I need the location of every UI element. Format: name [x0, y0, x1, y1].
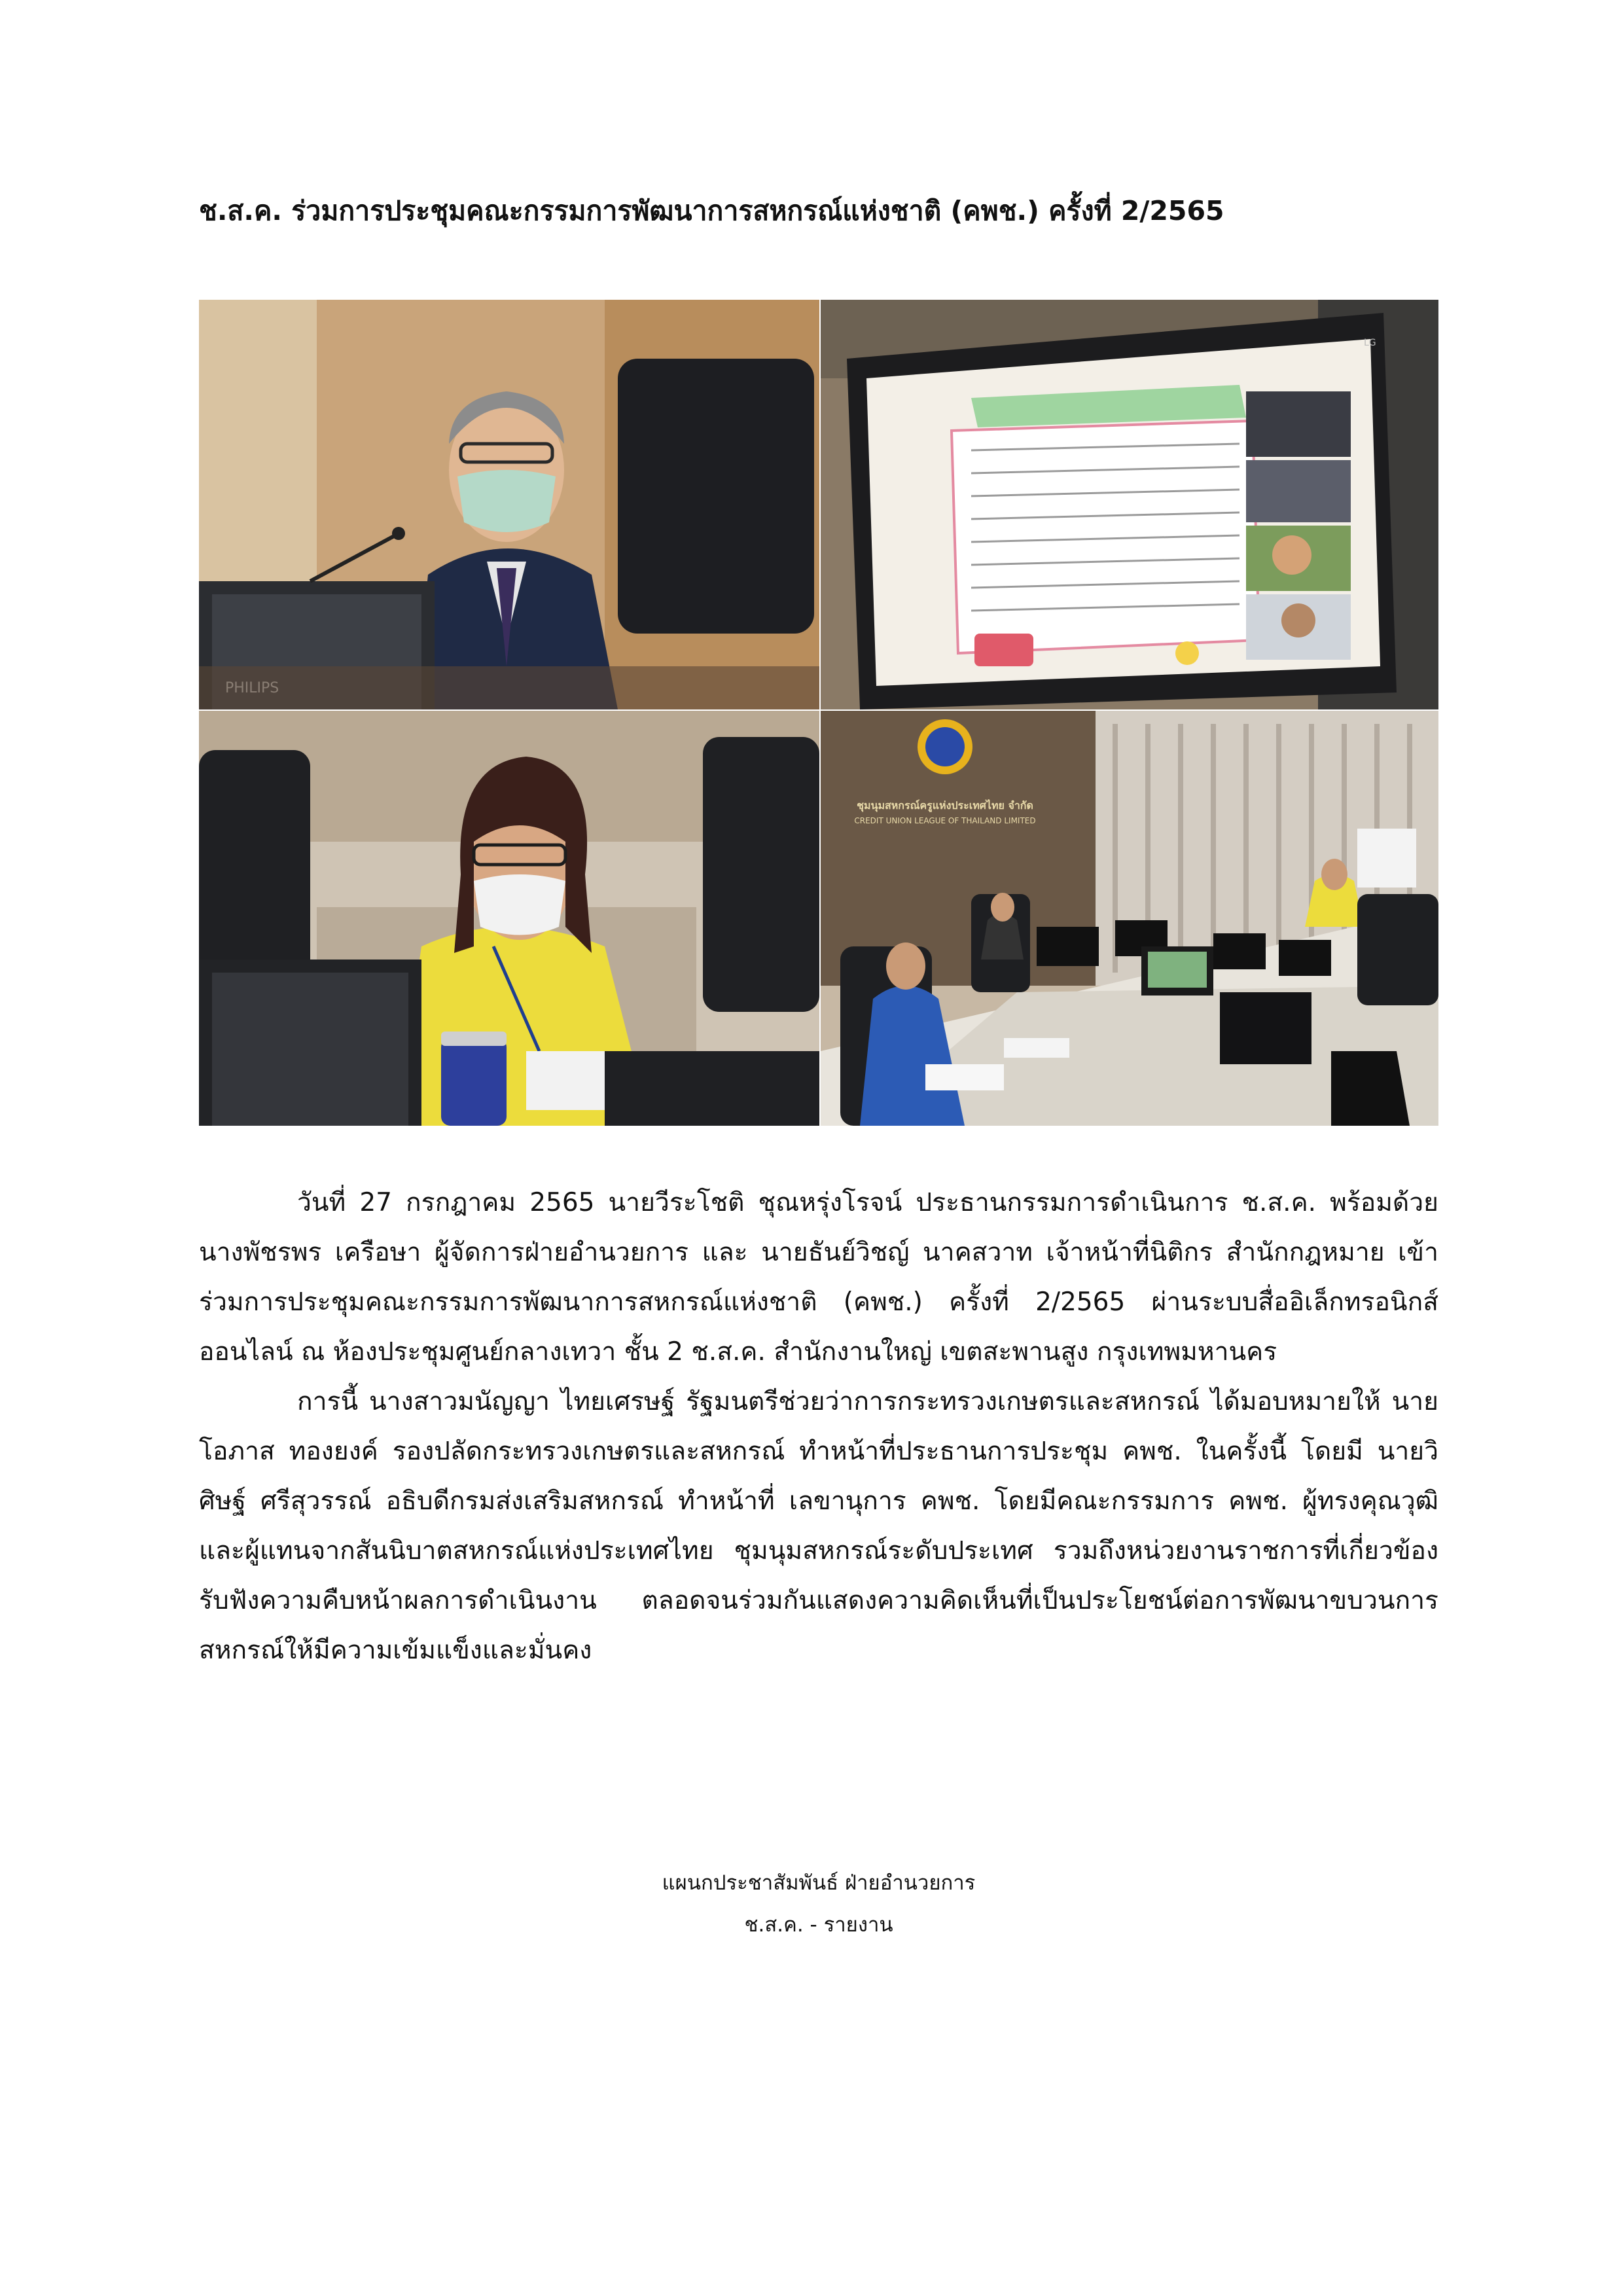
- photo-chairman-at-microphone: [199, 300, 819, 709]
- byline-reporter: ช.ส.ค. - รายงาน: [744, 1913, 893, 1937]
- photo-meeting-room-wide: [821, 711, 1438, 1126]
- article-body: [199, 1178, 1438, 1676]
- page-title: ช.ส.ค. ร่วมการประชุมคณะกรรมการพัฒนาการสหกรณ์แห่งชาติ (คพช.) ครั้งที่ 2/2565: [199, 195, 1224, 226]
- paragraph-1: วันที่ 27 กรกฎาคม 2565 นายวีระโชติ ชุณหรุ่งโรจน์ ประธานกรรมการดำเนินการ ช.ส.ค. พร้อมด้วย นางพัชรพร เครือษา ผู้จัดการฝ่ายอำนวยการ และ นายธันย์วิชญ์ นาคสวาท เจ้าหน้าที่นิติกร สำนักกฎหมาย เข้าร่วมการประชุมคณะกรรมการพัฒนาการสหกรณ์แห่งชาติ (คพช.) ครั้งที่ 2/2565 ผ่านระบบสื่ออิเล็กทรอนิกส์ออนไลน์ ณ ห้องประชุมศูนย์กลางเทวา ชั้น 2 ช.ส.ค. สำนักงานใหญ่ เขตสะพานสูง กรุงเทพมหานคร: [199, 1188, 1438, 1367]
- room-sign-english: CREDIT UNION LEAGUE OF THAILAND LIMITED: [854, 816, 1036, 825]
- photo-collage: [199, 300, 1438, 1126]
- byline-department: แผนกประชาสัมพันธ์ ฝ่ายอำนวยการ: [662, 1871, 976, 1895]
- byline: [199, 1862, 1438, 1946]
- photo-online-meeting-screen: [821, 300, 1438, 709]
- photo-woman-yellow-shirt: [199, 711, 819, 1126]
- screen-brand-label: LG: [1364, 338, 1376, 348]
- paragraph-2: การนี้ นางสาวมนัญญา ไทยเศรษฐ์ รัฐมนตรีช่วยว่าการกระทรวงเกษตรและสหกรณ์ ได้มอบหมายให้ นายโอภาส ทองยงค์ รองปลัดกระทรวงเกษตรและสหกรณ์ ทำหน้าที่ประธานการประชุม คพช. ในครั้งนี้ โดยมี นายวิศิษฐ์ ศรีสุวรรณ์ อธิบดีกรมส่งเสริมสหกรณ์ ทำหน้าที่ เลขานุการ คพช. โดยมีคณะกรรมการ คพช. ผู้ทรงคุณวุฒิ และผู้แทนจากสันนิบาตสหกรณ์แห่งประเทศไทย ชุมนุมสหกรณ์ระดับประเทศ รวมถึงหน่วยงานราชการที่เกี่ยวข้อง รับฟังความคืบหน้าผลการดำเนินงาน ตลอดจนร่วมกันแสดงความคิดเห็นที่เป็นประโยชน์ต่อการพัฒนาขบวนการสหกรณ์ให้มีความเข้มแข็งและมั่นคง: [199, 1387, 1438, 1665]
- room-sign-thai: ชุมนุมสหกรณ์ครูแห่งประเทศไทย จำกัด: [857, 799, 1033, 812]
